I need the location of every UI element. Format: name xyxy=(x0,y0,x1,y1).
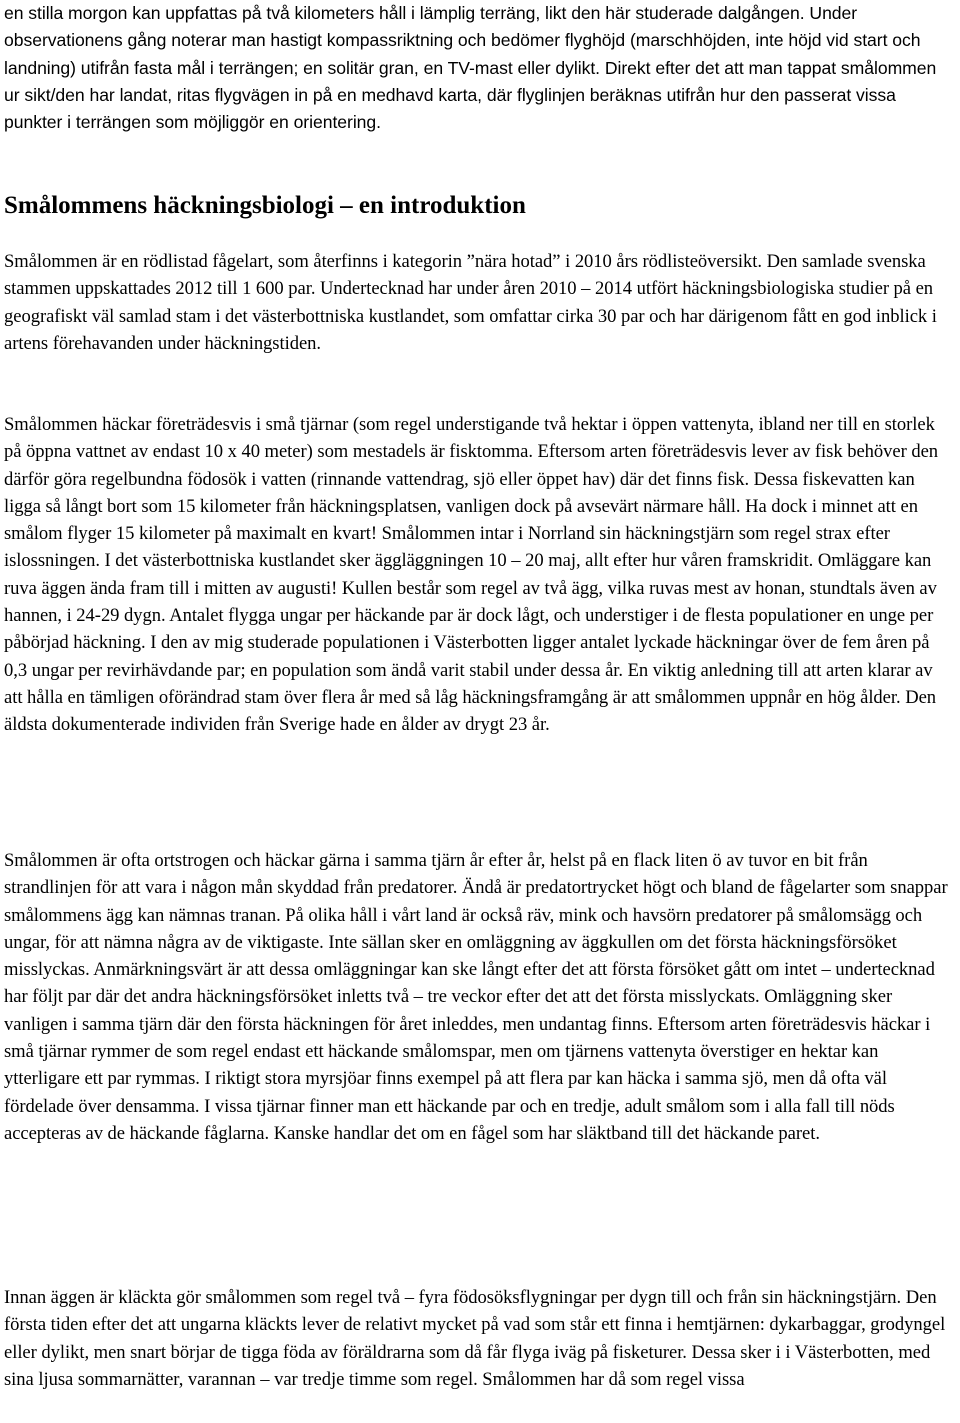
paragraph-breeding: Smålommen häckar företrädesvis i små tjärnar (som regel understigande två hektar i öppen vattenyta, ibland ner till en storlek på öppna vattnet av endast 10 x 40 meter) som mestadels är fisktomma. Eftersom arten företrädesvis lever av fisk behöver den därför göra regelbundna födosök i vatten (rinnande vattendrag, sjö eller öppet hav) där det finns fisk. Dessa fiskevatten kan ligga så långt bort som 15 kilometer från häckningsplatsen, vanligen dock på avsevärt närmare håll. Ha dock i minnet att en smålom flyger 15 kilometer på maximalt en kvart! Smålommen intar i Norrland sin häckningstjärn som regel strax efter islossningen. I det västerbottniska kustlandet sker äggläggningen 10 – 20 maj, allt efter hur våren framskridit. Omläggare kan ruva äggen ända fram till i mitten av augusti! Kullen består som regel av två ägg, vilka ruvas mest av honan, stundtals även av hannen, i 24-29 dygn. Antalet flygga ungar per häckande par är dock lågt, och understiger i de flesta populationer en unge per påbörjad häckning. I den av mig studerade populationen i Västerbotten ligger antalet lyckade häckningar över de fem åren på 0,3 ungar per revirhävdande par; en population som ändå varit stabil under dessa år. En viktig anledning till att arten klarar av att hålla en tämligen oförändrad stam över flera år med så låg häckningsframgång är att smålommen uppnår en hög ålder. Den äldsta dokumenterade individen från Sverige hade en ålder av drygt 23 år. xyxy=(4,414,939,736)
paragraph-predators: Smålommen är ofta ortstrogen och häckar gärna i samma tjärn år efter år, helst på en flack liten ö av tuvor en bit från strandlinjen för att vara i någon mån skyddad från predatorer. Ändå är predatortrycket högt och bland de fågelarter som snappar smålommens ägg kan nämnas tranan. På olika håll i vårt land är också räv, mink och havsörn predatorer på smålomsägg och ungar, för att nämna några av de viktigaste. Inte sällan sker en omläggning av äggkullen om det första häckningsförsöket misslyckas. Anmärkningsvärt är att dessa omläggningar kan ske långt efter det att första försöket gått om intet – undertecknad har följt par där det andra häckningsförsöket inletts två – tre veckor efter det att det första misslyckats. Omläggning sker vanligen i samma tjärn där den första häckningen för året inleddes, men undantag finns. Eftersom arten företrädesvis häckar i små tjärnar rymmer de som regel endast ett häckande smålomspar, men om tjärnens vattenyta överstiger en hektar kan ytterligare ett par rymmas. I riktigt stora myrsjöar finns exempel på att flera par kan häcka i samma sjö, men då ofta väl fördelade över densamma. I vissa tjärnar finner man ett häckande par och en tredje, adult smålom som i alla fall till nöds accepteras av de häckande fåglarna. Kanske handlar det om en fågel som har släktband till det häckande paret. xyxy=(4,850,948,1144)
paragraph-feeding: Innan äggen är kläckta gör smålommen som regel två – fyra födosöksflygningar per dygn till och från sin häckningstjärn. Den första tiden efter det att ungarna kläckts lever de relativt mycket på vad som står ett finna i hemtjärnen: dykarbaggar, grodyngel eller dylikt, men snart börjar de tigga föda av föräldrarna som då får flyga iväg på fisketurer. Dessa sker i i Västerbotten, med sina ljusa sommarnätter, varannan – var tredje timme som regel. Smålommen har då som regel vissa xyxy=(4,1287,946,1390)
paragraph-status: Smålommen är en rödlistad fågelart, som återfinns i kategorin ”nära hotad” i 2010 års rödlisteöversikt. Den samlade svenska stammen uppskattades 2012 till 1 600 par. Undertecknad har under åren 2010 – 2014 utfört häckningsbiologiska studier på en geografiskt väl samlad stam i det västerbottniska kustlandet, som omfattar cirka 30 par och har därigenom fått en god inblick i artens förehavanden under häckningstiden. xyxy=(4,251,937,354)
intro-text: en stilla morgon kan uppfattas på två kilometers håll i lämplig terräng, likt den här studerade dalgången. Under observationens gång noterar man hastigt kompassriktning och bedömer flyghöjd (marschhöjden, inte höjd vid start och landning) utifrån fasta mål i terrängen; en solitär gran, en TV-mast eller dylikt. Direkt efter det att man tappat smålommen ur sikt/den har landat, ritas flygvägen in på en medhavd karta, där flyglinjen beräknas utifrån hur den passerat vissa punkter i terrängen som möjliggör en orientering. xyxy=(4,3,937,133)
section-heading: Smålommens häckningsbiologi – en introduktion xyxy=(4,192,526,219)
intro-paragraph xyxy=(4,0,954,136)
